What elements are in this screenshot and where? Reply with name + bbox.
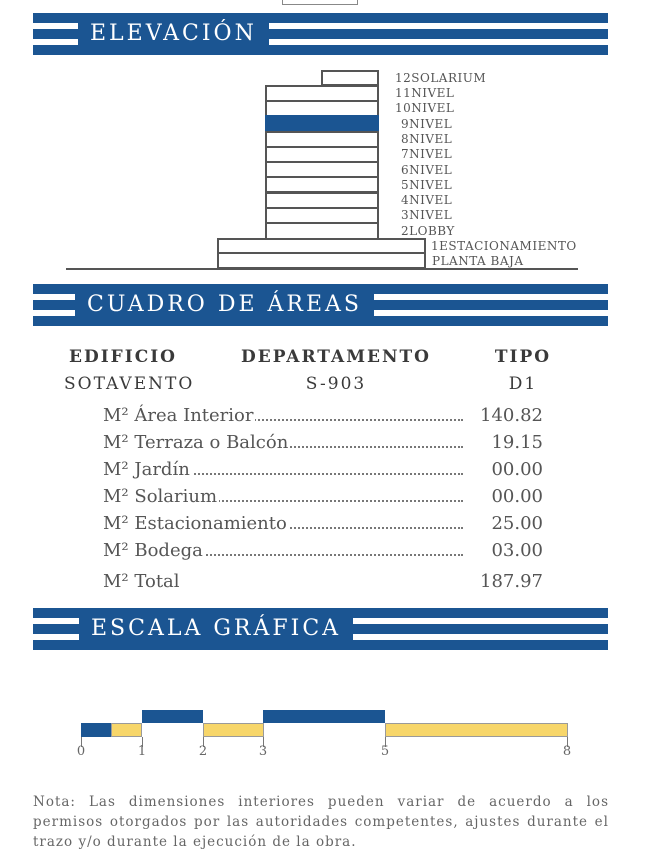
level-label-12: 12SOLARIUM <box>395 71 487 85</box>
areas-header <box>33 284 608 326</box>
area-label: M² Terraza o Balcón <box>103 432 289 453</box>
level-label-6: 6NIVEL <box>401 163 453 177</box>
area-value: 25.00 <box>485 513 543 534</box>
scale-segment <box>385 723 568 737</box>
area-label: M² Jardín <box>103 459 190 480</box>
header-department: DEPARTAMENTO <box>241 347 431 367</box>
level-label-pb: PLANTA BAJA <box>432 254 524 268</box>
scale-tick-label: 1 <box>137 744 147 759</box>
scale-segment <box>263 710 385 723</box>
area-row-estacionamiento <box>103 513 543 535</box>
scale-header <box>33 608 608 650</box>
scale-segment <box>203 723 264 737</box>
level-label-1: 1ESTACIONAMIENTO <box>431 239 577 253</box>
area-value: 00.00 <box>485 486 543 507</box>
floor-9-highlighted <box>265 115 379 132</box>
total-value: 187.97 <box>474 571 543 592</box>
value-type: D1 <box>508 374 538 394</box>
area-label: M² Estacionamiento <box>103 513 287 534</box>
level-label-3: 3NIVEL <box>401 208 453 222</box>
scale-tick-label: 8 <box>562 744 572 759</box>
value-building: SOTAVENTO <box>64 374 195 394</box>
disclaimer-note: Nota: Las dimensiones interiores pueden variar de acuerdo a los permisos otorgados por las autoridades competentes, ajustes durante el trazo y/o durante la ejecución de la obra. <box>33 794 609 850</box>
scale-title: ESCALA GRÁFICA <box>79 608 353 650</box>
area-label: M² Bodega <box>103 540 203 561</box>
level-label-5: 5NIVEL <box>401 178 453 192</box>
area-value: 19.15 <box>485 432 543 453</box>
area-label: M² Solarium <box>103 486 218 507</box>
area-row-solarium <box>103 486 543 508</box>
scale-tick-label: 2 <box>198 744 208 759</box>
level-label-2: 2LOBBY <box>401 224 455 238</box>
scale-tick-label: 5 <box>380 744 390 759</box>
area-value: 03.00 <box>485 540 543 561</box>
scale-segment <box>81 723 112 737</box>
level-label-11: 11NIVEL <box>395 86 455 100</box>
area-value: 140.82 <box>474 405 543 426</box>
top-edge-fragment <box>282 0 358 5</box>
header-type: TIPO <box>494 347 552 367</box>
level-label-7: 7NIVEL <box>401 147 453 161</box>
area-value: 00.00 <box>485 459 543 480</box>
scale-segment <box>111 723 142 737</box>
elevation-header <box>33 13 608 55</box>
area-label: M² Área Interior <box>103 405 254 426</box>
area-row-total <box>103 571 543 593</box>
value-department: S-903 <box>305 374 367 394</box>
scale-segment <box>142 710 203 723</box>
level-label-8: 8NIVEL <box>401 132 453 146</box>
elevation-title: ELEVACIÓN <box>78 13 269 55</box>
floor-pb <box>217 252 426 269</box>
area-row-bodega <box>103 540 543 562</box>
header-building: EDIFICIO <box>69 347 177 367</box>
ground-line <box>66 268 578 270</box>
scale-tick-label: 3 <box>258 744 268 759</box>
areas-title: CUADRO DE ÁREAS <box>75 284 374 326</box>
level-label-4: 4NIVEL <box>401 193 453 207</box>
area-row-terraza <box>103 432 543 454</box>
floor-12 <box>321 70 379 86</box>
scale-tick-label: 0 <box>76 744 86 759</box>
area-row-interior <box>103 405 543 427</box>
area-row-jardin <box>103 459 543 481</box>
level-label-9: 9NIVEL <box>401 117 453 131</box>
floor-5 <box>265 176 379 193</box>
level-label-10: 10NIVEL <box>395 101 455 115</box>
total-label: M² Total <box>103 571 180 592</box>
